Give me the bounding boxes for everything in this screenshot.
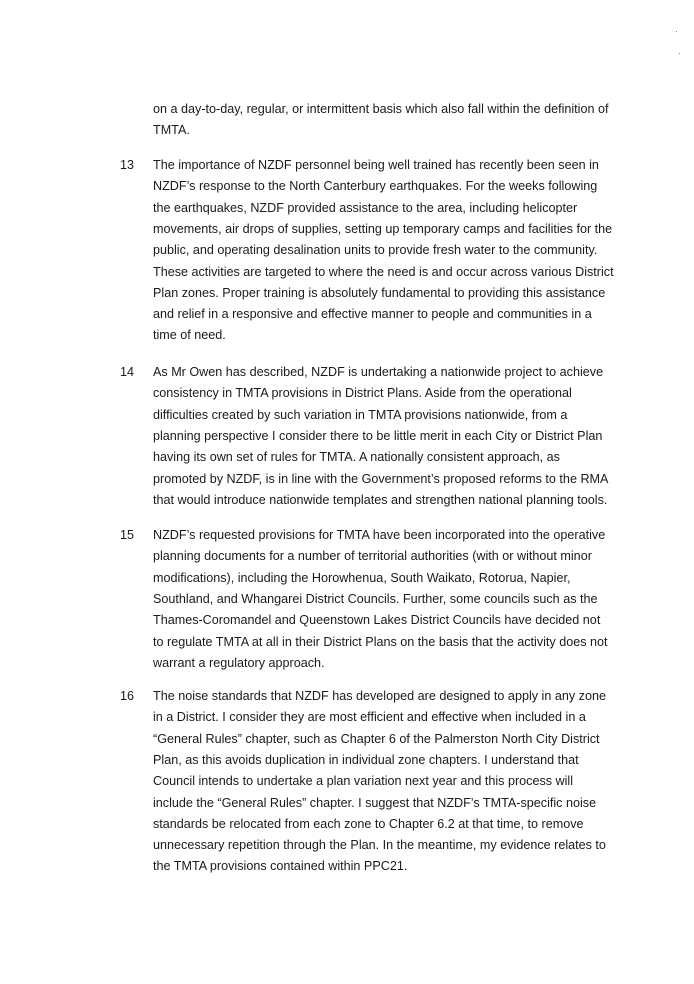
paragraph-line: warrant a regulatory approach. (153, 655, 325, 670)
paragraph-line: and relief in a responsive and effective manner to people and communities in a (153, 307, 592, 322)
paragraph-line: TMTA. (153, 123, 190, 138)
paragraph-line: the earthquakes, NZDF provided assistance to the area, including helicopter (153, 200, 578, 215)
paragraph-line: having its own set of rules for TMTA. A nationally consistent approach, as (153, 450, 560, 465)
paragraph-line: time of need. (153, 328, 226, 343)
paragraph-line: As Mr Owen has described, NZDF is undertaking a nationwide project to achieve (153, 365, 604, 379)
paragraph-line: Council intends to undertake a plan variation next year and this process will (153, 774, 574, 789)
paragraph-line: the TMTA provisions contained within PPC21. (153, 859, 408, 874)
paragraph-line: These activities are targeted to where the need is and occur across various District (153, 264, 614, 279)
paragraph-line: standards be relocated from each zone to Chapter 6.2 at that time, to remove (153, 816, 584, 831)
paragraph-number: 14 (120, 365, 135, 379)
paragraph-line: include the “General Rules” chapter. I suggest that NZDF’s TMTA-specific noise (153, 795, 597, 810)
paragraph-line: Plan zones. Proper training is absolutely fundamental to providing this assistance (153, 285, 606, 300)
paragraph-line: Thames-Coromandel and Queenstown Lakes District Councils have decided not (153, 613, 601, 628)
paragraph-line: promoted by NZDF, is in line with the Government’s proposed reforms to the RMA (153, 471, 609, 486)
paragraph-line: movements, air drops of supplies, setting up temporary camps and facilities for the (153, 221, 613, 236)
scan-speck (679, 53, 680, 54)
paragraph-line: difficulties created by such variation in TMTA provisions nationwide, from a (153, 407, 568, 422)
paragraph-line: NZDF’s response to the North Canterbury earthquakes. For the weeks following (153, 179, 598, 194)
paragraph-line: public, and operating desalination units to provide fresh water to the community. (153, 243, 598, 258)
paragraph-line: to regulate TMTA at all in their District Plans on the basis that the activity does not (153, 634, 608, 649)
paragraph-line: in a District. I consider they are most efficient and effective when included in a (153, 710, 586, 725)
paragraph-line: Plan, as this avoids duplication in individual zone chapters. I understand that (153, 752, 579, 767)
paragraph-line: on a day-to-day, regular, or intermittent basis which also fall within the definition of (153, 102, 609, 116)
paragraph-line: unnecessary repetition through the Plan. In the meantime, my evidence relates to (153, 838, 606, 853)
scan-speck (676, 31, 677, 32)
paragraph-number: 13 (120, 158, 135, 172)
paragraph-line: Southland, and Whangarei District Councils. Further, some councils such as the (153, 591, 598, 606)
paragraph-number: 15 (120, 528, 135, 542)
paragraph-line: that would introduce nationwide templates and strengthen national planning tools. (153, 492, 608, 507)
paragraph-line: The importance of NZDF personnel being well trained has recently been seen in (153, 158, 599, 172)
paragraph-line: modifications), including the Horowhenua, South Waikato, Rotorua, Napier, (153, 570, 571, 585)
paragraph-line: planning documents for a number of territorial authorities (with or without minor (153, 549, 592, 564)
paragraph-line: planning perspective I consider there to be little merit in each City or District Plan (153, 428, 603, 443)
paragraph-line: consistency in TMTA provisions in District Plans. Aside from the operational (153, 386, 572, 401)
paragraph-line: The noise standards that NZDF has developed are designed to apply in any zone (153, 689, 606, 703)
paragraph-line: “General Rules” chapter, such as Chapter 6 of the Palmerston North City District (153, 731, 600, 746)
paragraph-number: 16 (120, 689, 135, 703)
paragraph-line: NZDF’s requested provisions for TMTA have been incorporated into the operative (153, 528, 606, 542)
